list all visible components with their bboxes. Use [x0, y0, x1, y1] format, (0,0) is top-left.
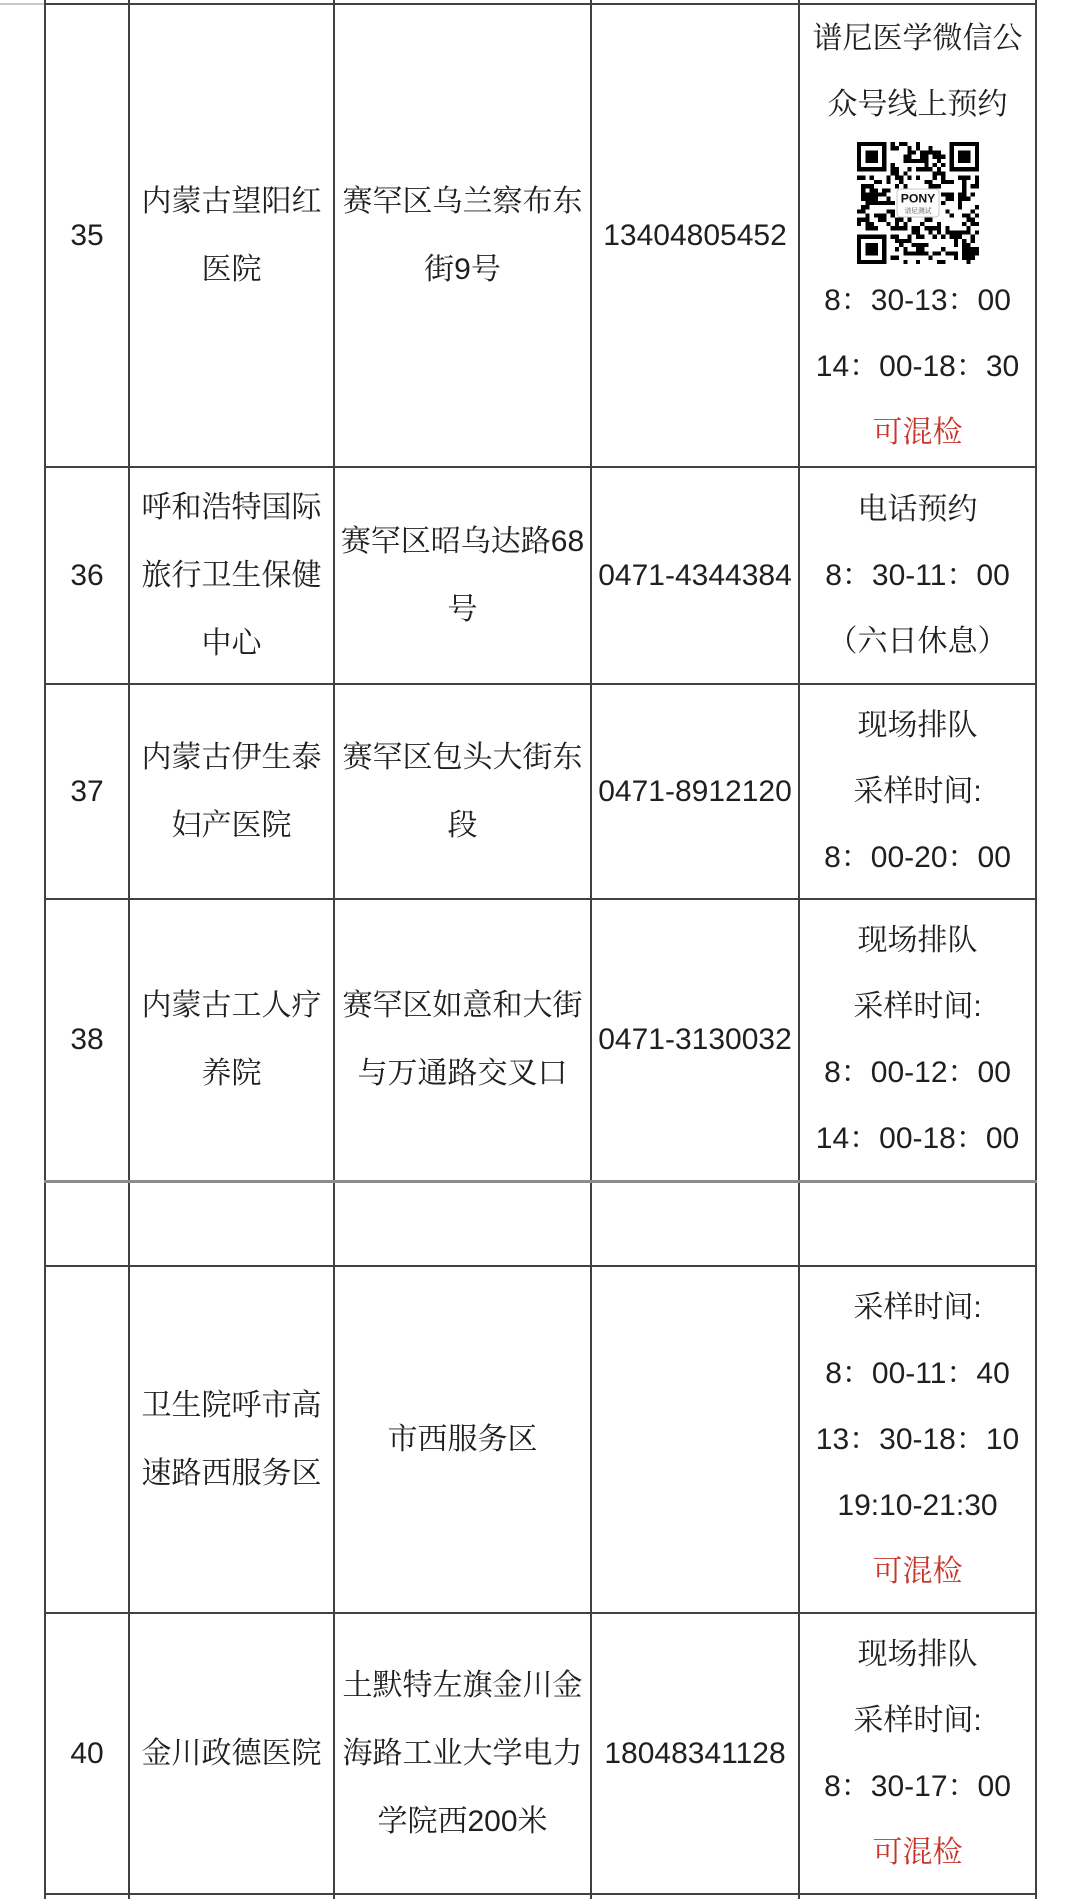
row-4-number-cell: [46, 1182, 128, 1265]
site-info-line-1: 采样时间:: [853, 774, 982, 808]
wechat-booking-qr-code: [857, 142, 979, 264]
site-info-line-4: 14：00-18：30: [815, 349, 1020, 383]
site-address-line-0: 市西服务区: [387, 1422, 538, 1456]
site-info-line-1: 8：00-11：40: [825, 1356, 1010, 1390]
site-number: 35: [70, 218, 104, 252]
svg-text:谱尼测试: 谱尼测试: [904, 207, 931, 215]
site-name-line-1: 速路西服务区: [141, 1456, 322, 1490]
site-number: 40: [70, 1736, 104, 1770]
row-2-address-cell: [335, 685, 590, 898]
site-name-line-0: 呼和浩特国际: [141, 490, 322, 524]
site-info-line-2: 8：30-17：00: [824, 1769, 1011, 1803]
site-address-line-0: 赛罕区昭乌达路68: [340, 524, 585, 558]
row-4-name-cell: [130, 1182, 333, 1265]
mixed-test-allowed-label: 可混检: [872, 1835, 963, 1869]
row-4-address-cell: [335, 1182, 590, 1265]
site-address-line-1: 号: [447, 592, 478, 626]
site-name-line-0: 内蒙古伊生泰: [141, 740, 322, 774]
site-info-line-1: 众号线上预约: [827, 87, 1008, 121]
site-name-line-0: 内蒙古望阳红: [141, 184, 322, 218]
site-name-line-1: 旅行卫生保健: [141, 558, 322, 592]
row-0-number-cell: [46, 5, 128, 466]
site-address-line-0: 赛罕区如意和大街: [342, 989, 583, 1022]
site-address-line-1: 段: [447, 808, 478, 842]
row-2-phone-cell: [592, 685, 798, 898]
row-4-phone-cell: [592, 1182, 798, 1265]
site-address-line-0: 土默特左旗金川金: [342, 1668, 583, 1702]
site-info-line-3: 8：30-13：00: [824, 283, 1011, 317]
svg-text:PONY: PONY: [900, 191, 935, 206]
site-info-line-1: 8：30-11：00: [825, 558, 1010, 592]
site-info-line-0: 现场排队: [857, 1637, 978, 1671]
row-4-info-cell: [800, 1182, 1035, 1265]
table-top-border-margin-segment: [0, 3, 44, 5]
row-6-address-cell: [335, 1614, 590, 1893]
row-2-info-cell: [800, 685, 1035, 898]
row-3-info-cell: [800, 900, 1035, 1180]
site-name-line-0: 卫生院呼市高: [141, 1388, 322, 1422]
site-info-line-2: 8：00-12：00: [824, 1056, 1011, 1089]
site-phone: 0471-3130032: [598, 1023, 792, 1056]
site-address-line-1: 海路工业大学电力: [342, 1736, 583, 1770]
row-6-number-cell: [46, 1614, 128, 1893]
row-0-info-cell: [800, 5, 1035, 466]
mixed-test-allowed-label: 可混检: [872, 1554, 963, 1588]
row-5-phone-cell: [592, 1267, 798, 1612]
mixed-test-allowed-label: 可混检: [872, 415, 963, 449]
site-number: 37: [70, 774, 104, 808]
site-address-line-2: 学院西200米: [377, 1804, 548, 1838]
site-phone: 13404805452: [603, 218, 787, 252]
row-5-address-cell: [335, 1267, 590, 1612]
site-name-line-0: 内蒙古工人疗: [141, 989, 322, 1022]
site-info-line-2: 8：00-20：00: [824, 840, 1011, 874]
site-info-line-1: 采样时间:: [853, 1703, 982, 1737]
row-1-info-cell: [800, 468, 1035, 683]
table-horizontal-border-7: [44, 1893, 1037, 1895]
site-address-line-1: 与万通路交叉口: [357, 1057, 568, 1090]
row-1-name-cell: [130, 468, 333, 683]
row-5-number-cell: [46, 1267, 128, 1612]
site-name-line-1: 妇产医院: [171, 808, 292, 842]
row-0-name-cell: [130, 5, 333, 466]
site-address-line-0: 赛罕区乌兰察布东: [342, 184, 583, 218]
site-name-line-2: 中心: [201, 626, 262, 660]
site-address-line-1: 街9号: [424, 252, 501, 286]
site-info-line-0: 电话预约: [857, 492, 978, 526]
row-1-phone-cell: [592, 468, 798, 683]
site-name-line-1: 医院: [201, 252, 262, 286]
row-2-name-cell: [130, 685, 333, 898]
row-6-name-cell: [130, 1614, 333, 1893]
site-info-line-0: 谱尼医学微信公: [812, 21, 1023, 55]
row-3-phone-cell: [592, 900, 798, 1180]
row-6-phone-cell: [592, 1614, 798, 1893]
row-1-address-cell: [335, 468, 590, 683]
row-5-info-cell: [800, 1267, 1035, 1612]
site-info-line-0: 现场排队: [857, 924, 978, 957]
site-name-line-1: 养院: [201, 1057, 262, 1090]
site-number: 38: [70, 1023, 104, 1056]
row-3-address-cell: [335, 900, 590, 1180]
site-phone: 18048341128: [604, 1736, 786, 1770]
site-info-line-0: 采样时间:: [853, 1290, 982, 1324]
site-info-line-3: 14：00-18：00: [815, 1122, 1020, 1155]
site-phone: 0471-4344384: [598, 558, 792, 592]
row-6-info-cell: [800, 1614, 1035, 1893]
row-3-name-cell: [130, 900, 333, 1180]
site-name-line-0: 金川政德医院: [141, 1736, 322, 1770]
site-info-line-2: 13：30-18：10: [815, 1422, 1020, 1456]
site-info-line-1: 采样时间:: [853, 990, 982, 1023]
site-address-line-0: 赛罕区包头大街东: [342, 740, 583, 774]
site-phone: 0471-8912120: [598, 774, 792, 808]
site-number: 36: [70, 558, 104, 592]
site-info-line-3: 19:10-21:30: [837, 1488, 998, 1522]
site-info-line-0: 现场排队: [857, 708, 978, 742]
row-1-number-cell: [46, 468, 128, 683]
row-0-address-cell: [335, 5, 590, 466]
row-5-name-cell: [130, 1267, 333, 1612]
site-info-line-2: （六日休息）: [827, 624, 1008, 658]
row-0-phone-cell: [592, 5, 798, 466]
row-3-number-cell: [46, 900, 128, 1180]
table-vertical-border-5: [1035, 0, 1037, 1899]
row-2-number-cell: [46, 685, 128, 898]
